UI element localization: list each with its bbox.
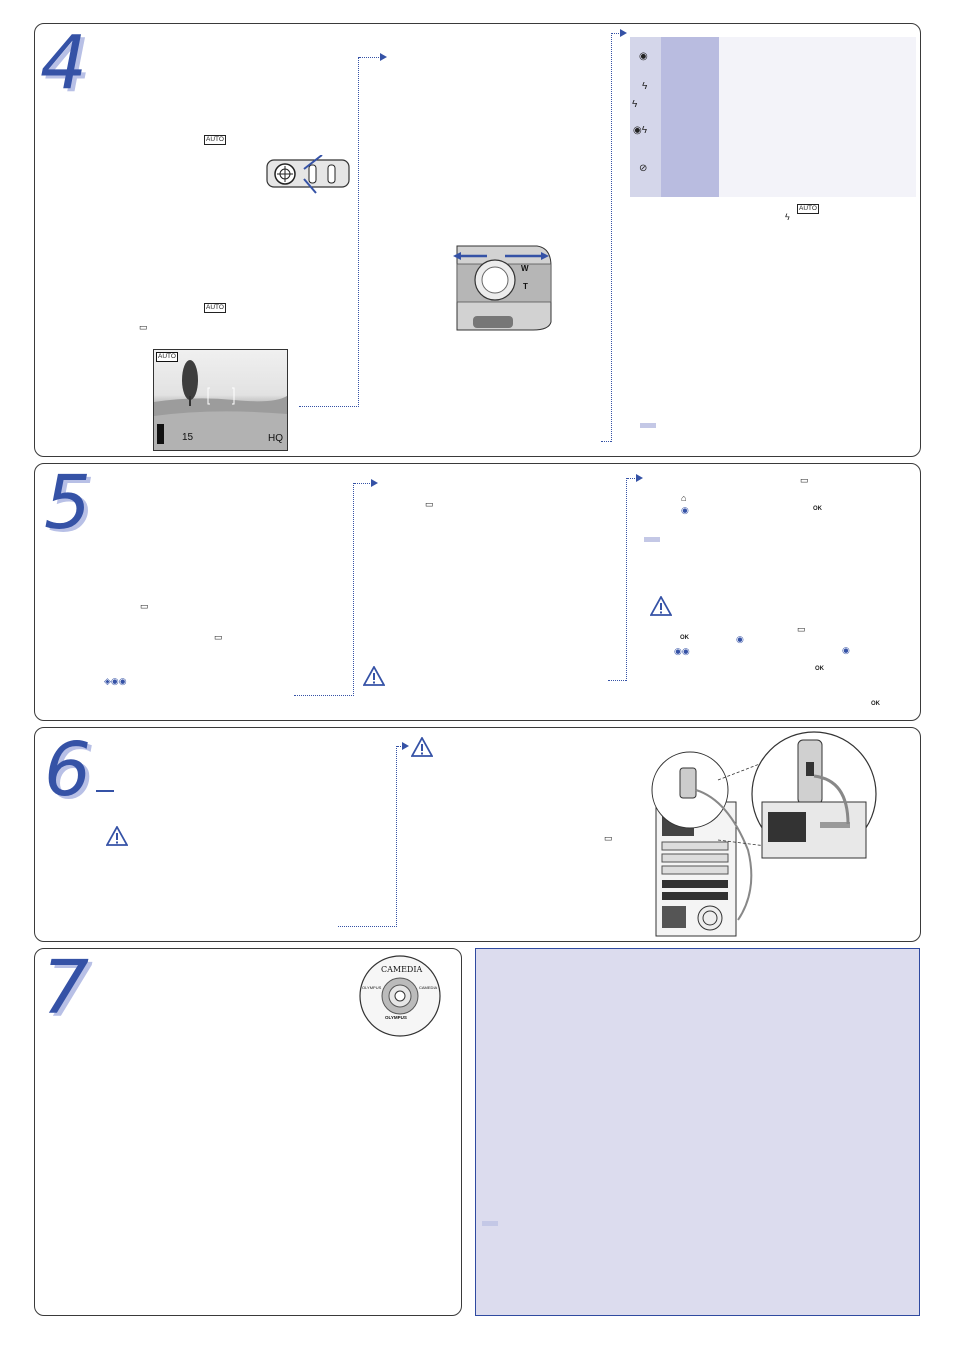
lcd-mode-tag: AUTO [158,353,176,360]
ok-button-icon: OK [813,506,822,512]
panel-step-5 [34,460,921,721]
ok-button-icon: OK [680,635,689,641]
flow-connector [626,478,627,681]
flow-connector [601,441,611,442]
arrow-down-icon: ◉ [681,505,689,515]
flow-connector [359,57,381,58]
flow-arrow [402,742,409,750]
computer-connection-illustration [648,730,880,940]
red-eye-icon: ◉ [639,51,648,62]
step-6-underline [96,790,114,792]
step-number-6: 6 [44,727,92,813]
step-number-7: 7 [42,945,90,1031]
zoom-tele-label: T [523,282,528,291]
warning-icon [363,666,385,686]
warning-icon [106,826,128,846]
flash-off-icon: ⊘ [639,163,648,174]
flow-arrow [371,479,378,487]
arrow-pad-icon: ◈◉◉ [104,676,127,686]
warning-icon [411,737,433,757]
shutter-mode-icon: ▭ [800,475,809,485]
flow-connector [299,406,359,407]
flow-arrow [620,29,627,37]
home-icon: ⌂ [681,493,687,503]
step-number-5: 5 [44,460,92,546]
lcd-quality: HQ [268,433,283,444]
shutter-mode-icon: ▭ [425,499,434,509]
flow-connector [353,483,354,696]
flash-icon: ϟ [785,212,790,222]
arrow-right-icon: ◉ [736,634,744,644]
cd-brand-label: CAMEDIA [381,965,423,974]
flow-connector [354,483,372,484]
arrow-pad-icon: ◉◉ [674,646,690,656]
cd-left-label: OLYMPUS [362,985,382,990]
flash-table-mode-column [661,37,719,197]
shutter-mode-icon: ▭ [604,833,613,843]
flash-mode-table [630,37,916,197]
cd-right-label: CAMEDIA [419,985,438,990]
arrow-right-icon: ◉ [842,645,850,655]
shutter-mode-icon: ▭ [797,624,806,634]
flow-connector [294,695,354,696]
flash-icon: ϟ [642,81,648,92]
flow-arrow [636,474,643,482]
software-cd [359,955,441,1037]
warning-icon [650,596,672,616]
flow-connector [608,680,626,681]
flow-connector [611,33,612,442]
zoom-lever-drawing [453,242,553,332]
auto-mode-tag: AUTO [206,304,224,311]
info-panel [475,948,920,1316]
shutter-mode-icon: ▭ [139,322,148,332]
auto-mode-tag: AUTO [206,136,224,143]
lcd-preview [153,349,288,451]
step-number-4: 4 [40,20,88,106]
zoom-lever-illustration [453,242,553,332]
flash-icon: ϟ [632,99,638,110]
mode-dial-illustration [266,155,362,195]
flow-connector [358,57,359,407]
shutter-mode-icon: ▭ [214,632,223,642]
lcd-shots-remaining: 15 [182,432,194,443]
cd-bottom-label: OLYMPUS [385,1015,407,1020]
note-marker [644,537,660,542]
shutter-mode-icon: ▭ [140,601,149,611]
note-marker [640,423,656,428]
flow-arrow [380,53,387,61]
ok-button-icon: OK [871,701,880,707]
auto-mode-tag: AUTO [799,205,817,212]
flow-connector [396,746,397,927]
ok-button-icon: OK [815,666,824,672]
flow-connector [338,926,397,927]
red-eye-flash-icon: ◉ϟ [633,125,648,136]
zoom-wide-label: W [521,264,529,273]
note-marker [482,1221,498,1226]
